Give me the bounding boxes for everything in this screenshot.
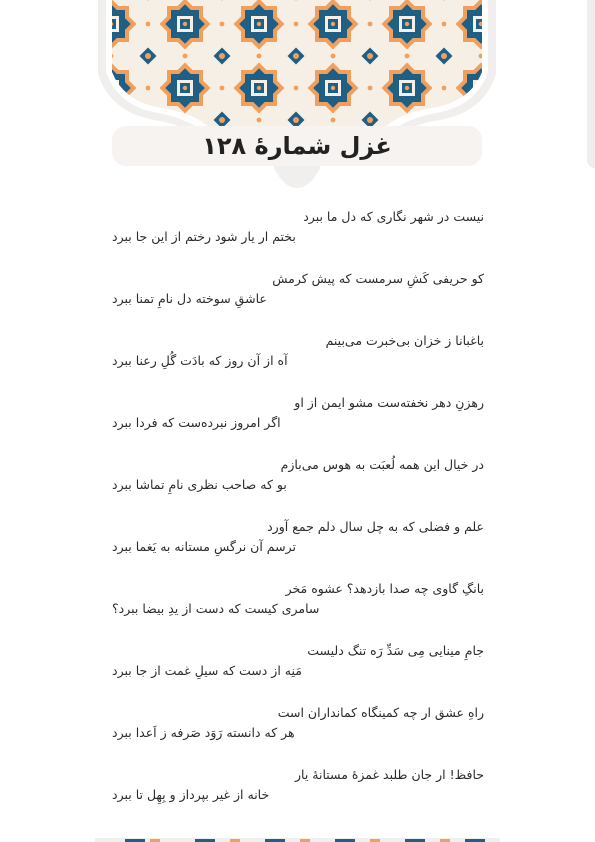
hemistich-second: آه از آن روز که بادَت گُلِ رعنا ببرد: [112, 353, 288, 368]
hemistich-second: بو که صاحب نظری نامِ تماشا ببرد: [112, 477, 287, 492]
couplet: [112, 766, 484, 828]
hemistich-first: باغبانا ز خزان بی‌خبرت می‌بینم: [325, 333, 484, 348]
couplet: [112, 704, 484, 766]
hemistich-second: خانه از غیر بپرداز و بِهِل تا ببرد: [112, 787, 270, 802]
couplet: [112, 518, 484, 580]
hemistich-first: رهزنِ دهر نخفته‌ست مشو ایمن از او: [294, 395, 484, 410]
hemistich-first: علم و فضلی که به چل سال دلم جمع آورد: [267, 519, 484, 534]
hemistich-second: هر که دانسته رَوَد صَرفه ز اَعدا ببرد: [112, 725, 295, 740]
couplet: [112, 642, 484, 704]
title-banner: [112, 126, 482, 166]
poem-title: غزل شمارهٔ ۱۲۸: [202, 132, 392, 160]
decorative-tile-footer: [95, 834, 500, 842]
couplet: [112, 208, 484, 270]
hemistich-second: اگر امروز نبرده‌ست که فردا ببرد: [112, 415, 281, 430]
hemistich-second: بختم ار یار شود رختم از این جا ببرد: [112, 229, 296, 244]
couplet: [112, 456, 484, 518]
poem-body: [112, 208, 484, 828]
decorative-tile-header: [0, 0, 595, 200]
hemistich-second: سامری کیست که دست از یدِ بیضا ببرد؟: [112, 601, 320, 616]
hemistich-first: بانگِ گاوی چه صدا بازدهد؟ عشوه مَخر: [285, 581, 484, 596]
couplet: [112, 580, 484, 642]
hemistich-first: حافظ! ار جان طلبد غمزهٔ مستانهٔ یار: [294, 767, 484, 782]
hemistich-first: کو حریفی کَشِ سرمست که پیش کرمش: [272, 271, 484, 286]
hemistich-first: در خیال این همه لُعبَت به هوس می‌بازم: [280, 457, 484, 472]
couplet: [112, 332, 484, 394]
hemistich-first: راهِ عشق ار چه کمینگاه کمانداران است: [277, 705, 484, 720]
hemistich-second: مَنِه از دست که سیلِ غمت از جا ببرد: [112, 663, 302, 678]
hemistich-first: جامِ مینایی مِی سَدِّ رَه تنگ دلیست: [307, 643, 484, 658]
hemistich-first: نیست در شهر نگاری که دل ما ببرد: [303, 209, 484, 224]
couplet: [112, 270, 484, 332]
hemistich-second: عاشقِ سوخته دل نامِ تمنا ببرد: [112, 291, 267, 306]
page-edge-tab: [587, 0, 595, 168]
couplet: [112, 394, 484, 456]
hemistich-second: ترسم آن نرگسِ مستانه به یَغما ببرد: [112, 539, 296, 554]
